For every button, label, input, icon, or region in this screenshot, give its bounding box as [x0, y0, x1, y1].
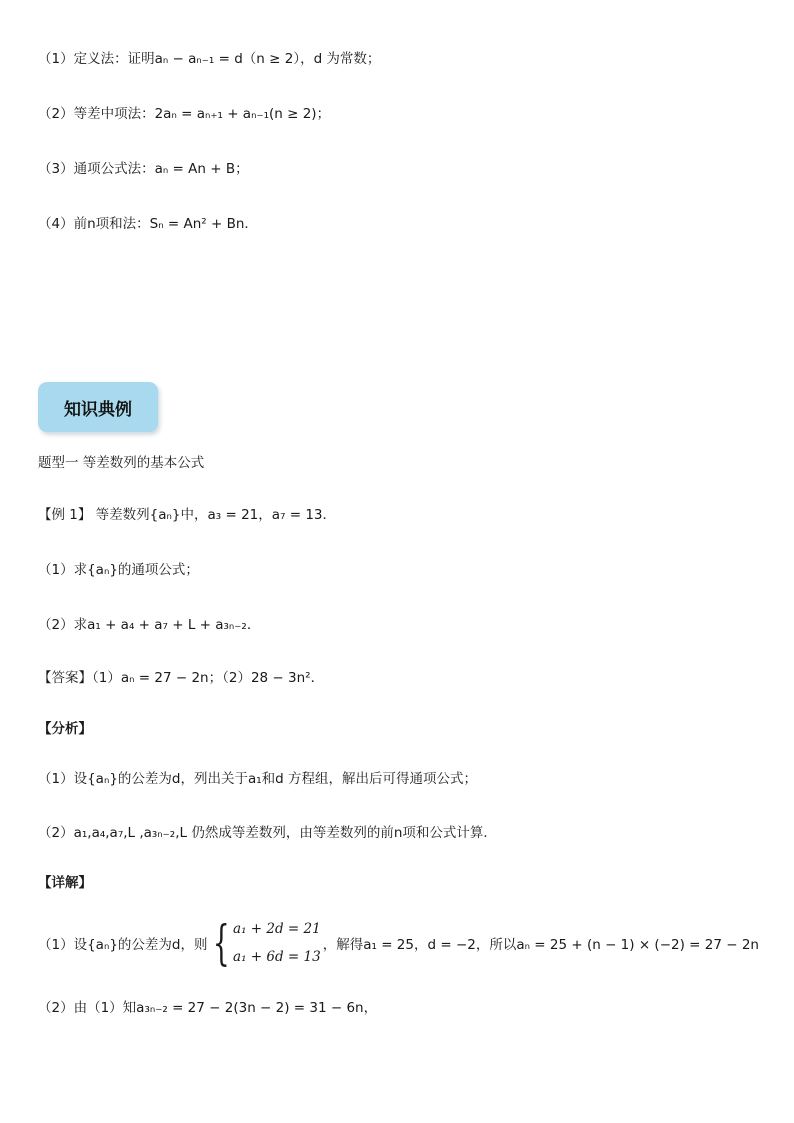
method-line-definition: （1）定义法：证明aₙ − aₙ₋₁ = d（n ≥ 2），d 为常数；	[38, 51, 381, 67]
method-line-middle-term: （2）等差中项法：2aₙ = aₙ₊₁ + aₙ₋₁(n ≥ 2)；	[38, 106, 331, 122]
example-stem: 【例 1】 等差数列{aₙ}中，a₃ = 21，a₇ = 13．	[38, 507, 337, 523]
left-brace: {	[212, 915, 230, 971]
equation-system	[233, 921, 321, 965]
detail-line-2: （2）由（1）知a₃ₙ₋₂ = 27 − 2(3n − 2) = 31 − 6n，	[38, 1000, 378, 1016]
method-line-general-formula: （3）通项公式法：aₙ = An + B；	[38, 161, 249, 177]
analysis-line-2: （2）a₁,a₄,a₇,L ,a₃ₙ₋₂,L 仍然成等差数列，由等差数列的前n项和公式计算．	[38, 825, 497, 841]
system-equation-2: a₁ + 6d = 13	[233, 949, 321, 965]
example-question-1: （1）求{aₙ}的通项公式；	[38, 562, 199, 578]
method-line-sum-formula: （4）前n项和法：Sₙ = An² + Bn．	[38, 216, 258, 232]
answer-line: 【答案】（1）aₙ = 27 − 2n；（2）28 − 3n²．	[38, 670, 325, 686]
detail-line-1-prefix: （1）设{aₙ}的公差为d，则	[38, 937, 208, 953]
topic-title: 题型一 等差数列的基本公式	[38, 455, 205, 471]
detail-line-1	[38, 915, 759, 971]
analysis-line-1: （1）设{aₙ}的公差为d，列出关于a₁和d 方程组，解出后可得通项公式；	[38, 771, 478, 787]
section-badge: 知识典例	[38, 382, 158, 432]
system-equation-1: a₁ + 2d = 21	[233, 921, 321, 937]
detail-heading: 【详解】	[38, 875, 92, 891]
detail-line-1-suffix: ，解得a₁ = 25，d = −2，所以aₙ = 25 + (n − 1) × (−2) = 27 − 2n	[322, 937, 759, 953]
example-question-2: （2）求a₁ + a₄ + a₇ + L + a₃ₙ₋₂．	[38, 617, 261, 633]
analysis-heading: 【分析】	[38, 721, 92, 737]
